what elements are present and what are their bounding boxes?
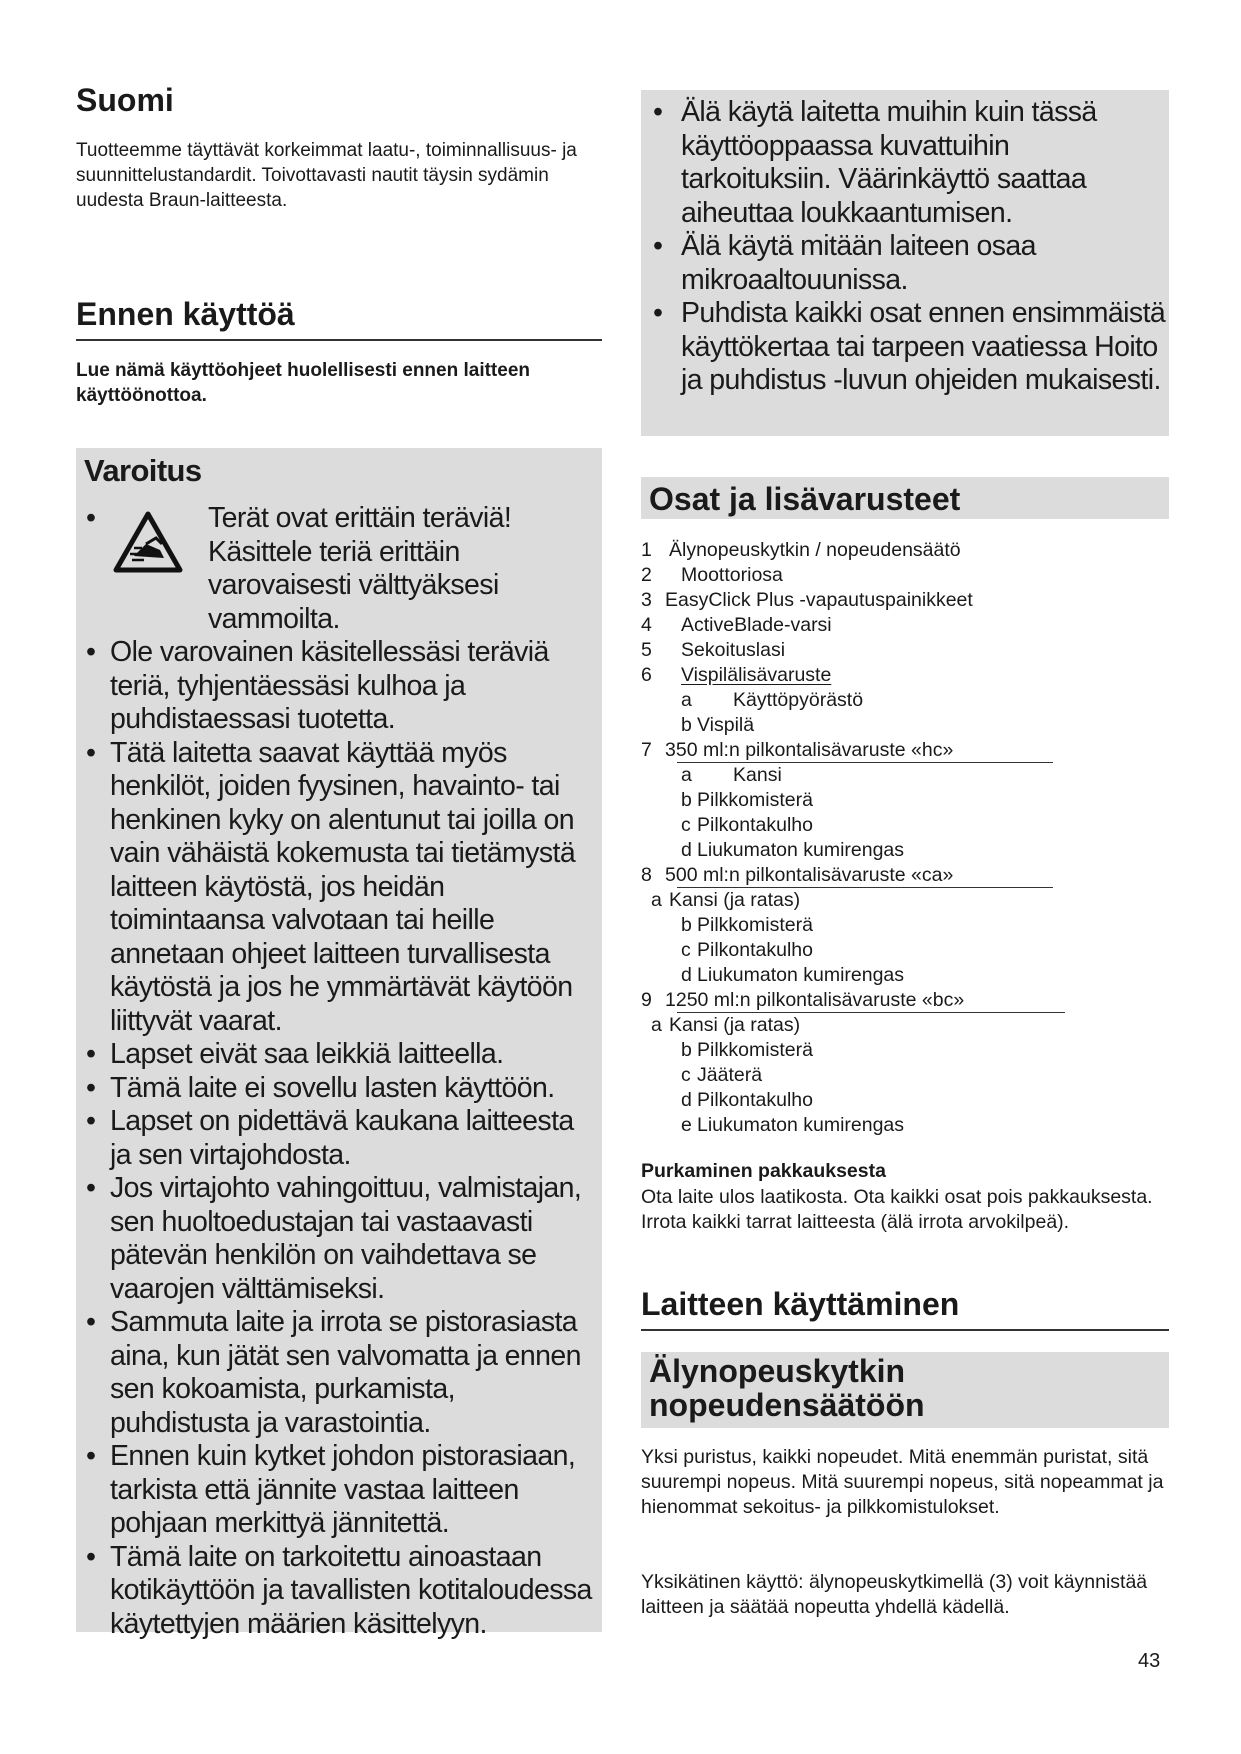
list-item	[641, 863, 1169, 888]
part-text: 8	[641, 864, 652, 886]
intro-text: Tuotteemme täyttävät korkeimmat laatu-, toiminnallisuus- ja suunnittelustandardit. Toivottavasti nautit täysin sydämin uudesta Braun-laitteesta.	[76, 140, 577, 211]
part-text: 1	[641, 539, 652, 561]
warning-item: • Lapset eivät saa leikkiä laitteella.	[84, 1038, 599, 1072]
parts-list	[641, 538, 1169, 1138]
part-text: b	[681, 789, 692, 811]
warning-item: • Tämä laite ei sovellu lasten käyttöön.	[84, 1072, 599, 1106]
smartspeed-text: Yksi puristus, kaikki nopeudet. Mitä enemmän puristat, sitä suurempi nopeus. Mitä suurempi nopeus, sitä nopeammat ja hienommat sekoitus- ja pilkkomistulokset.	[641, 1446, 1164, 1518]
unpacking-title: Purkaminen pakkauksesta	[641, 1160, 886, 1182]
single-hand-text: Yksikätinen käyttö: älynopeuskytkimellä (3) voit käynnistää laitteen ja säätää nopeutta yhdellä kädellä.	[641, 1571, 1148, 1618]
list-item	[641, 663, 1169, 688]
part-text: 3	[641, 589, 652, 611]
part-text: b	[681, 714, 692, 736]
part-text: 5	[641, 639, 652, 661]
list-item	[641, 813, 1169, 838]
part-text: 6	[641, 664, 652, 686]
part-text: Pilkkomisterä	[697, 1039, 813, 1061]
warning-item: • Tätä laitetta saavat käyttää myös henkilöt, joiden fyysinen, havainto- tai henkinen kyky on alentunut tai joilla on vain vähäistä kokemusta tai tietämystä laitteen käytöstä, jos heidän toimintaansa valvotaan tai heille annetaan ohjeet laitteen turvallisesta käytöstä ja jos he ymmärtävät käytöön liittyvät vaarat.	[84, 737, 599, 1039]
part-text: Kansi (ja ratas)	[669, 889, 801, 911]
warning-continued-box	[641, 90, 1169, 436]
part-text: Moottoriosa	[681, 564, 783, 586]
part-text: b	[681, 914, 692, 936]
parts-title: Osat ja lisävarusteet	[641, 477, 1169, 519]
part-text: a	[651, 1014, 662, 1036]
part-text: e	[681, 1114, 692, 1136]
part-text: Sekoituslasi	[681, 639, 786, 661]
language-title: Suomi	[76, 82, 174, 118]
list-item	[641, 763, 1169, 788]
list-item	[641, 988, 1169, 1013]
part-text: Kansi	[733, 764, 782, 786]
usage-title: Laitteen käyttäminen	[641, 1286, 1169, 1331]
list-item	[641, 838, 1169, 863]
part-text: ActiveBlade-varsi	[681, 614, 832, 636]
list-item	[641, 1113, 1169, 1138]
warning-continued-list	[651, 96, 1166, 398]
warning-item-text: Terät ovat erittäin teräviä! Käsittele teriä erittäin varovaisesti välttyäksesi vammoilta.	[208, 502, 512, 635]
part-text: Älynopeuskytkin / nopeudensäätö	[669, 539, 961, 561]
part-text: 2	[641, 564, 652, 586]
part-text: c	[681, 814, 691, 836]
warning-item: • Tämä laite on tarkoitettu ainoastaan kotikäyttöön ja tavallisten kotitaloudessa käytettyjen määrien käsittelyyn.	[84, 1541, 599, 1642]
part-text: EasyClick Plus -vapautuspainikkeet	[665, 589, 973, 611]
warning-item: • Puhdista kaikki osat ennen ensimmäistä käyttökertaa tai tarpeen vaatiessa Hoito ja puhdistus -luvun ohjeiden mukaisesti.	[651, 297, 1166, 398]
part-text: a	[681, 689, 692, 711]
part-text: 9	[641, 989, 652, 1011]
warning-box	[76, 448, 602, 1640]
warning-item: • Sammuta laite ja irrota se pistorasiasta aina, kun jätät sen valvomatta ja ennen sen kokoamista, purkamista, puhdistusta ja varastointia.	[84, 1306, 599, 1440]
part-text: 7	[641, 739, 652, 761]
list-item	[641, 738, 1169, 763]
list-item	[641, 888, 1169, 913]
part-text: d	[681, 839, 692, 861]
warning-item: • Lapset on pidettävä kaukana laitteesta ja sen virtajohdosta.	[84, 1105, 599, 1172]
page-number: 43	[1138, 1650, 1161, 1672]
list-item	[641, 938, 1169, 963]
part-text: c	[681, 939, 691, 961]
part-text: Vispilälisävaruste	[681, 664, 832, 686]
part-text: b	[681, 1039, 692, 1061]
list-item	[641, 588, 1169, 613]
list-item	[641, 1063, 1169, 1088]
part-text: d	[681, 964, 692, 986]
part-text: Liukumaton kumirengas	[697, 839, 905, 861]
list-item	[641, 713, 1169, 738]
part-text: d	[681, 1089, 692, 1111]
warning-item: • Älä käytä mitään laiteen osaa mikroaaltouunissa.	[651, 230, 1166, 297]
list-item	[641, 1088, 1169, 1113]
before-use-title: Ennen käyttöä	[76, 296, 602, 341]
part-text: c	[681, 1064, 691, 1086]
list-item	[641, 563, 1169, 588]
before-use-lead: Lue nämä käyttöohjeet huolellisesti ennen laitteen käyttöönottoa.	[76, 360, 530, 406]
unpacking-text: Ota laite ulos laatikosta. Ota kaikki osat pois pakkauksesta. Irrota kaikki tarrat laitteesta (älä irrota arvokilpeä).	[641, 1186, 1153, 1233]
warning-item: • Jos virtajohto vahingoittuu, valmistajan, sen huoltoedustajan tai vastaavasti pätevän henkilön on vaihdettava se vaarojen välttämiseksi.	[84, 1172, 599, 1306]
list-item	[641, 613, 1169, 638]
part-text: Pilkkomisterä	[697, 914, 813, 936]
warning-item: • Ole varovainen käsitellessäsi teräviä teriä, tyhjentäessäsi kulhoa ja puhdistaessasi tuotetta.	[84, 636, 599, 737]
part-text: Kansi (ja ratas)	[669, 1014, 801, 1036]
warning-title: Varoitus	[84, 453, 202, 488]
list-item	[641, 688, 1169, 713]
part-text: Liukumaton kumirengas	[697, 1114, 905, 1136]
list-item	[641, 1038, 1169, 1063]
list-item	[641, 1013, 1169, 1038]
warning-item-blades: • Terät ovat erittäin teräviä! Käsittele teriä erittäin varovaisesti välttyäksesi vammoilta.	[84, 502, 599, 636]
part-text: 4	[641, 614, 652, 636]
smartspeed-title: Älynopeuskytkin nopeudensäätöön	[641, 1352, 1169, 1428]
warning-item: • Ennen kuin kytket johdon pistorasiaan, tarkista että jännite vastaa laitteen pohjaan merkittyä jännitettä.	[84, 1440, 599, 1541]
part-text: Pilkontakulho	[697, 814, 813, 836]
part-text: Käyttöpyörästö	[733, 689, 864, 711]
warning-list	[84, 502, 599, 1641]
part-text: Liukumaton kumirengas	[697, 964, 905, 986]
list-item	[641, 788, 1169, 813]
part-text: a	[681, 764, 692, 786]
part-text: Vispilä	[697, 714, 755, 736]
part-text: Pilkontakulho	[697, 939, 813, 961]
part-text: 1250 ml:n pilkontalisävaruste «bc»	[665, 989, 965, 1011]
blade-hazard-warning-icon	[112, 510, 184, 574]
part-text: Pilkontakulho	[697, 1089, 813, 1111]
warning-item: • Älä käytä laitetta muihin kuin tässä käyttöoppaassa kuvattuihin tarkoituksiin. Väärinkäyttö saattaa aiheuttaa loukkaantumisen.	[651, 96, 1166, 230]
part-text: Jääterä	[697, 1064, 763, 1086]
part-text: 350 ml:n pilkontalisävaruste «hc»	[665, 739, 954, 761]
list-item	[641, 538, 1169, 563]
list-item	[641, 913, 1169, 938]
part-text: Pilkkomisterä	[697, 789, 813, 811]
list-item	[641, 638, 1169, 663]
list-item	[641, 963, 1169, 988]
part-text: 500 ml:n pilkontalisävaruste «ca»	[665, 864, 954, 886]
part-text: a	[651, 889, 662, 911]
